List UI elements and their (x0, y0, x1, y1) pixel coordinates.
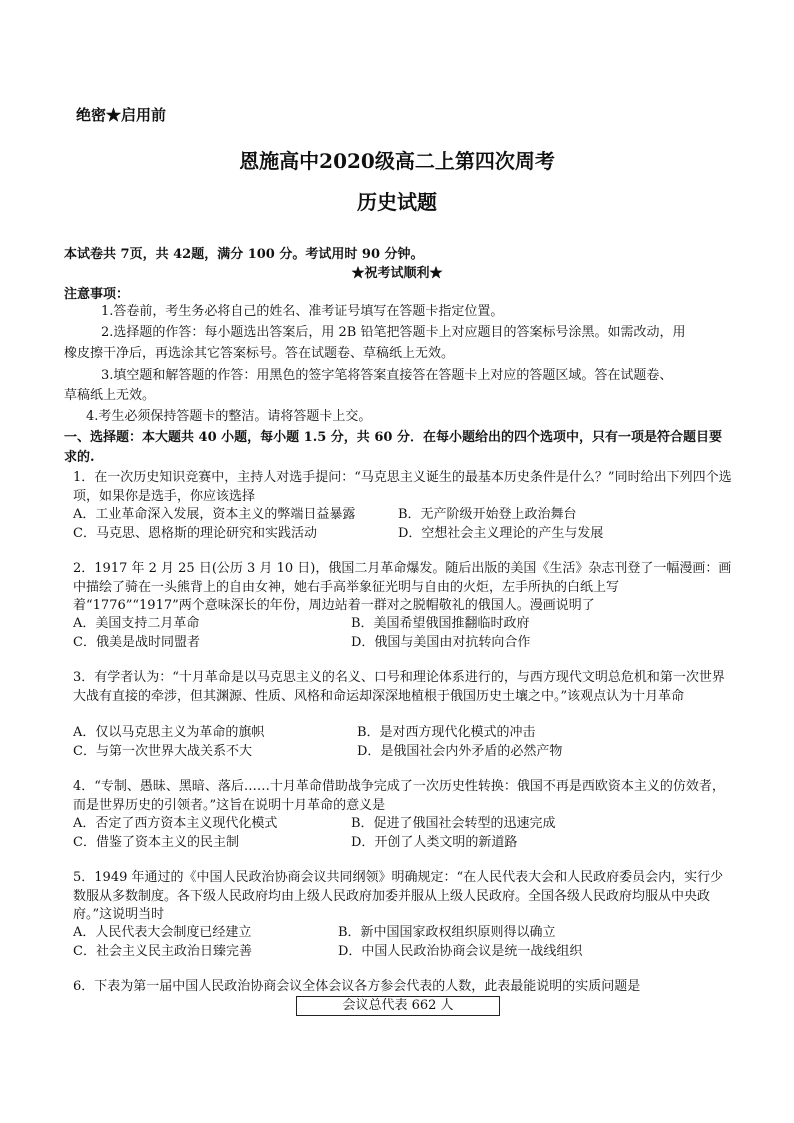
question-stem: 4．“专制、愚昧、黑暗、落后……十月革命借助战争完成了一次历史性转换：俄国不再是西欧资本主义的仿效者，而是世界历史的引领者。”这旨在说明十月革命的意义是 (73, 779, 725, 813)
note-item: 4.考生必须保持答题卡的整洁。请将答题卡上交。 (86, 409, 372, 424)
option-d: D．中国人民政治协商会议是统一战线组织 (338, 944, 583, 959)
note-item: 草稿纸上无效。 (64, 388, 156, 403)
option-d: D．是俄国社会内外矛盾的必然产物 (357, 744, 563, 759)
option-b: B．无产阶级开始登上政治舞台 (398, 507, 577, 522)
option-a: A．工业革命深入发展，资本主义的弊端日益暴露 (73, 507, 356, 522)
option-a: A．人民代表大会制度已经建立 (73, 925, 252, 940)
notes-heading: 注意事项： (64, 287, 130, 302)
option-d: D．开创了人类文明的新道路 (351, 835, 518, 850)
option-a: A．美国支持二月革命 (73, 616, 200, 631)
note-item: 橡皮擦干净后，再选涂其它答案标号。答在试题卷、草稿纸上无效。 (64, 346, 455, 361)
option-d: D．俄国与美国由对抗转向合作 (351, 635, 531, 650)
option-b: B．新中国国家政权组织原则得以确立 (338, 925, 556, 940)
option-c: C．马克思、恩格斯的理论研究和实践活动 (73, 526, 317, 541)
exam-title: 恩施高中2020级高二上第四次周考 (239, 149, 555, 173)
exam-intro: 本试卷共 7页，共 42题，满分 100 分。考试用时 90 分钟。 (64, 247, 424, 262)
confidential-label: 绝密★启用前 (76, 106, 167, 124)
option-c: C．与第一次世界大战关系不大 (73, 744, 252, 759)
question-stem: 6．下表为第一届中国人民政治协商会议全体会议各方参会代表的人数，此表最能说明的实质问题是 (73, 979, 641, 994)
question-stem: 3．有学者认为：“十月革命是以马克思主义的名义、口号和理论体系进行的，与西方现代文明总危机和第一次世界大战有直接的牵涉，但其渊源、性质、风格和命运却深深地植根于俄国历史土壤之中。”该观点认为十月革命 (73, 670, 725, 704)
exam-subtitle: 历史试题 (357, 190, 437, 214)
delegate-table-header: 会议总代表 662 人 (296, 996, 500, 1016)
option-d: D．空想社会主义理论的产生与发展 (398, 526, 604, 541)
option-a: A．否定了西方资本主义现代化模式 (73, 816, 278, 831)
section-heading: 一、选择题：本大题共 40 小题，每小题 1.5 分，共 60 分．在每小题给出的四个选项中，只有一项是符合题目要求的. (64, 430, 722, 465)
option-a: A．仅以马克思主义为革命的旗帜 (73, 725, 265, 740)
question-stem: 1．在一次历史知识竞赛中，主持人对选手提问：“马克思主义诞生的最基本历史条件是什么？”同时给出下列四个选项，如果你是选手，你应该选择 (73, 470, 732, 504)
good-luck-text: ★祝考试顺利★ (351, 266, 443, 281)
note-item: 1.答卷前，考生务必将自己的姓名、准考证号填写在答题卡指定位置。 (101, 304, 504, 319)
note-item: 3.填空题和解答题的作答：用黑色的签字笔将答案直接答在答题卡上对应的答题区域。答在试题卷、 (101, 368, 673, 383)
option-b: B．美国希望俄国推翻临时政府 (351, 616, 530, 631)
question-stem: 2．1917 年 2 月 25 日(公历 3 月 10 日)，俄国二月革命爆发。随后出版的美国《生活》杂志刊登了一幅漫画：画中描绘了骑在一头熊背上的自由女神，她右手高举象征光明与自由的火炬，左手所执的白纸上写着“1776”“1917”两个意味深长的年份，周边站着一群对之脱帽敬礼的俄国人。漫画说明了 (73, 561, 732, 613)
option-c: C．社会主义民主政治日臻完善 (73, 944, 252, 959)
note-item: 2.选择题的作答：每小题选出答案后，用 2B 铅笔把答题卡上对应题目的答案标号涂黑。如需改动，用 (101, 325, 686, 340)
option-b: B．是对西方现代化模式的冲击 (357, 725, 536, 740)
option-c: C．借鉴了资本主义的民主制 (73, 835, 239, 850)
option-c: C．俄美是战时同盟者 (73, 635, 200, 650)
option-b: B．促进了俄国社会转型的迅速完成 (351, 816, 556, 831)
question-stem: 5．1949 年通过的《中国人民政治协商会议共同纲领》明确规定：“在人民代表大会和人民政府委员会内，实行少数服从多数制度。各下级人民政府均由上级人民政府加委并服从上级人民政府。全国各级人民政府均服从中央政府。”这说明当时 (73, 870, 724, 922)
